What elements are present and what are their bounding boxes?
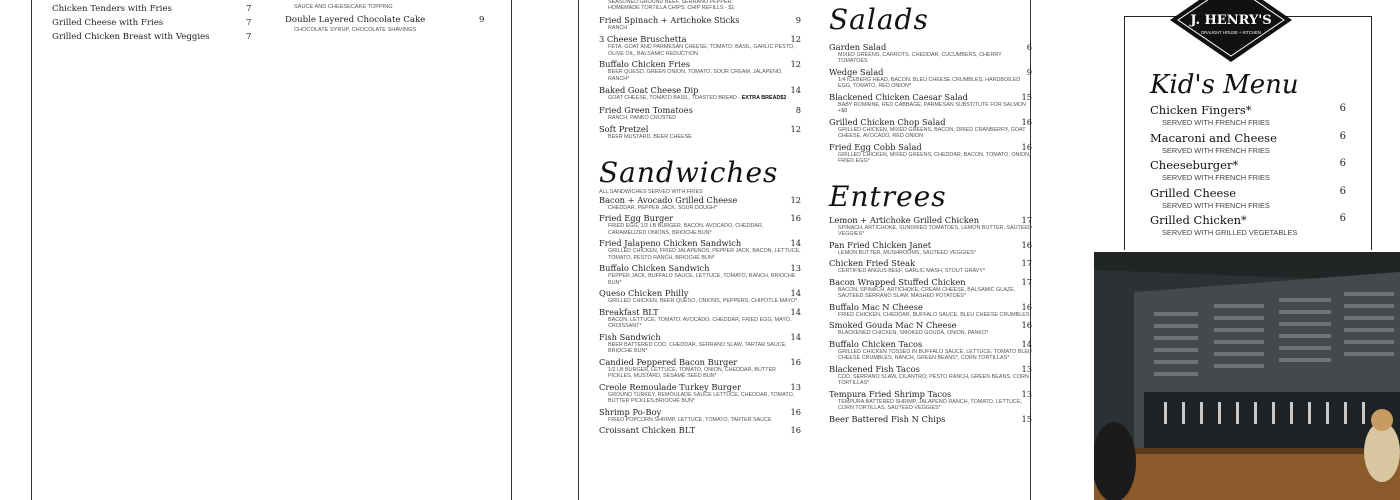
menu-item-desc: BACON, LETTUCE, TOMATO, AVOCADO, CHEDDAR, FRIED EGG, MAYO, CROISSANT* — [608, 316, 792, 330]
menu-item-name: Grilled Cheese with Fries — [52, 18, 164, 28]
menu-item-price: 16 — [1021, 116, 1032, 127]
menu-item-price: 16 — [790, 425, 801, 436]
menu-item — [599, 34, 801, 57]
kids-item-desc: SERVED WITH FRENCH FRIES — [1162, 118, 1270, 127]
menu-item-desc: FRIED POPCORN SHRIMP, LETTUCE, TOMATO, TARTER SAUCE — [608, 416, 772, 423]
menu-item — [829, 240, 1032, 256]
kids-menu-item — [1150, 131, 1346, 155]
menu-item-price: 16 — [790, 356, 801, 367]
menu-item-price: 13 — [790, 381, 801, 392]
menu-item-name: Bacon + Avocado Grilled Cheese — [599, 194, 738, 205]
menu-item — [829, 42, 1032, 65]
kids-menu-item — [1150, 103, 1346, 127]
menu-item-price: 13 — [1021, 363, 1032, 374]
menu-item — [599, 288, 801, 304]
menu-item-name: Fried Egg Burger — [599, 213, 674, 224]
page-border-right — [511, 0, 512, 500]
menu-item — [829, 364, 1032, 387]
menu-item-name: Grilled Chicken Chop Salad — [829, 116, 946, 127]
menu-item-desc: PEPPER JACK, BUFFALO SAUCE, LETTUCE, TOMATO, RANCH, BRIOCHE BUN* — [608, 273, 796, 286]
menu-item-desc — [599, 95, 801, 101]
menu-item — [599, 407, 801, 423]
menu-item-name: Tempura Fried Shrimp Tacos — [829, 388, 952, 399]
menu-item-price: 8 — [795, 104, 801, 115]
kids-menu-title: Kid's Menu — [1150, 70, 1299, 100]
kids-menu-item — [1150, 158, 1346, 182]
menu-item-desc: BEER QUESO, GREEN ONION, TOMATO, SOUR CREAM, JALAPENO, RANCH* — [608, 69, 783, 82]
menu-item-desc: 1/4 ICEBERG HEAD, BACON, BLEU CHEESE CRUMBLES, HARDBOILED EGG, TOMATO, RED ONION* — [838, 76, 1021, 90]
entree-list — [829, 215, 1032, 424]
menu-item-price: 9 — [1026, 66, 1032, 77]
menu-item-price: 13 — [790, 263, 801, 274]
menu-item-name: Fried Green Tomatoes — [599, 104, 693, 115]
menu-item-desc: BEER MUSTARD, BEER CHEESE — [608, 134, 692, 141]
menu-item — [599, 263, 801, 286]
menu-item-price: 7 — [246, 32, 252, 42]
menu-item-name: Grilled Chicken Breast with Veggies — [52, 32, 210, 42]
kids-item-name: Chicken Fingers* — [1150, 103, 1252, 117]
menu-item — [599, 357, 801, 380]
menu-item-desc: GRILLED CHICKEN, MIXED GREENS, BACON, DRIED CRANBERRY, GOAT CHEESE, AVOCADO, RED ONION — [838, 126, 1026, 140]
dessert-name: Double Layered Chocolate Cake — [285, 15, 426, 25]
menu-item-name: Candied Peppered Bacon Burger — [599, 356, 738, 367]
menu-item-name: Queso Chicken Philly — [599, 288, 689, 299]
logo-subtext: DRAUGHT HOUSE + KITCHEN — [1201, 30, 1261, 35]
menu-item — [599, 105, 801, 121]
menu-item-name: Baked Goat Cheese Dip — [599, 85, 699, 96]
menu-item-price: 14 — [790, 85, 801, 96]
taproom-photo — [1094, 252, 1400, 500]
menu-item-name: Bacon Wrapped Stuffed Chicken — [829, 276, 966, 287]
menu-item-desc: LEMON BUTTER, MUSHROOMS, SAUTEED VEGGIES* — [838, 249, 976, 256]
menu-item-price: 13 — [1021, 388, 1032, 399]
extra-bread-note: EXTRA BREAD$2 — [741, 95, 787, 102]
menu-item-price: 16 — [790, 406, 801, 417]
sandwich-list — [599, 195, 801, 435]
menu-item-name: Lemon + Artichoke Grilled Chicken — [829, 214, 980, 225]
menu-item-name: Buffalo Chicken Fries — [599, 59, 691, 70]
menu-item-name: Shrimp Po-Boy — [599, 406, 662, 417]
menu-item — [599, 15, 801, 31]
menu-item — [829, 142, 1032, 165]
menu-item-desc: GROUND TURKEY, REMOULADE SAUCE LETTUCE, CHEDDAR, TOMATO, BUTTER PICKLES,BRIOCHE BUN* — [608, 391, 795, 405]
menu-page-left — [0, 0, 560, 500]
menu-item-name: Beer Battered Fish N Chips — [829, 413, 946, 424]
menu-page-main — [578, 0, 1058, 500]
menu-item-name: Soft Pretzel — [599, 124, 649, 135]
menu-item — [599, 382, 801, 405]
menu-item-price: 16 — [1021, 320, 1032, 331]
menu-item-name: Creole Remoulade Turkey Burger — [599, 381, 741, 392]
menu-item-name: Blackened Fish Tacos — [829, 363, 920, 374]
menu-item-price: 15 — [1021, 413, 1032, 424]
menu-item-name: Fish Sandwich — [599, 331, 661, 342]
menu-item-desc: FRIED CHICKEN, CHEDDAR, BUFFALO SAUCE, BLEU CHEESE CRUMBLES — [838, 311, 1030, 318]
menu-item-name: Fried Spinach + Artichoke Sticks — [599, 14, 740, 25]
menu-item-desc: GRILLED CHICKEN, FRIED JALAPENOS, PEPPER JACK, BACON, LETTUCE, TOMATO, PESTO RANCH, BRIOCHE BUN* — [608, 248, 801, 261]
menu-item-desc: BABY ROMAINE, RED CABBAGE, PARMESAN SUBSTITUTE FOR SALMON +$8 — [838, 101, 1026, 115]
menu-item-name: Chicken Tenders with Fries — [52, 4, 172, 14]
menu-item — [599, 124, 801, 140]
kids-item-price: 6 — [1339, 185, 1346, 197]
menu-item-desc: TEMPURA BATTERED SHRIMP, JALAPENO RANCH, TOMATO, LETTUCE, CORN TORTILLAS, SAUTEED VEGGIES* — [838, 398, 1022, 412]
section-title-entrees: Entrees — [829, 179, 947, 213]
section-title-sandwiches: Sandwiches — [599, 155, 779, 189]
menu-item-desc: BACON, SPINACH, ARTICHOKE, CREAM CHEESE, BALSAMIC GLAZE, SAUTEED SERRANO SLAW, MASHED POTATOES* — [838, 286, 1016, 300]
menu-item-price: 14 — [790, 331, 801, 342]
menu-item-name: Garden Salad — [829, 42, 887, 52]
page-border-left — [578, 0, 579, 500]
menu-item-desc: CHEDDAR, PEPPER JACK, SOUR DOUGH* — [608, 204, 718, 211]
menu-item-price: 17 — [1021, 258, 1032, 269]
salad-list — [829, 42, 1032, 165]
menu-item-name: Croissant Chicken BLT — [599, 425, 696, 436]
kids-menu-item — [1150, 186, 1346, 210]
menu-item-name: Chicken Fried Steak — [829, 258, 916, 269]
diamond-logo-icon — [1166, 0, 1296, 66]
menu-item-name: Blackened Chicken Caesar Salad — [829, 91, 968, 102]
menu-item-name: Breakfast BLT — [599, 306, 659, 317]
menu-item-price: 16 — [1021, 141, 1032, 152]
column-left — [599, 0, 801, 435]
menu-item-price: 15 — [1021, 91, 1032, 102]
menu-item-price: 7 — [246, 4, 252, 14]
kids-item-desc: SERVED WITH GRILLED VEGETABLES — [1162, 228, 1298, 237]
dessert-desc: CHOCOLATE SYRUP, CHOCOLATE SHAVINGS — [294, 27, 417, 33]
menu-item — [599, 195, 801, 211]
menu-item-price: 12 — [790, 34, 801, 45]
dessert-desc-cut: SAUCE AND CHEESECAKE TOPPING — [294, 4, 393, 10]
menu-item-price: 6 — [1026, 42, 1032, 52]
menu-item-price: 17 — [1021, 276, 1032, 287]
menu-item-desc: GRILLED CHICKEN, MIXED GREENS, CHEDDAR, BACON, TOMATO, ONION, FRIED EGG* — [838, 151, 1031, 165]
menu-item — [599, 425, 801, 435]
menu-item-desc: MIXED GREENS, CARROTS, CHEDDAR, CUCUMBERS, CHERRY TOMATOES — [838, 52, 1002, 65]
menu-item-desc: COD, SERRANO SLAW, CILANTRO, PESTO RANCH, GREEN BEANS, CORN TORTILLAS* — [838, 373, 1029, 387]
menu-item-desc: CERTIFIED ANGUS BEEF, GARLIC MASH, STOUT GRAVY* — [838, 268, 985, 275]
menu-item-desc: SPINACH, ARTICHOKE, SUNDRIED TOMATOES, LEMON BUTTER, SAUTEED VEGGIES* — [838, 224, 1032, 238]
menu-item — [829, 302, 1032, 318]
kids-item-desc: SERVED WITH FRENCH FRIES — [1162, 173, 1270, 182]
kids-item-price: 6 — [1339, 213, 1346, 224]
menu-item-desc: GRILLED CHICKEN, BEER QUESO, ONIONS, PEPPERS, CHIPOTLE MAYO* — [608, 298, 798, 305]
menu-item — [829, 92, 1032, 115]
kids-item-price: 6 — [1339, 103, 1346, 114]
menu-item — [829, 339, 1032, 362]
menu-item-price: 16 — [1021, 239, 1032, 250]
menu-item — [599, 238, 801, 261]
menu-item-name: Pan Fried Chicken Janet — [829, 239, 932, 250]
section-title-salads: Salads — [829, 3, 929, 36]
menu-item-desc: FETA, GOAT AND PARMESAN CHEESE, TOMATO, BASIL, GARLIC PESTO, OLIVE OIL, BALSAMIC REDUCTION — [608, 44, 795, 57]
column-right — [829, 0, 1032, 424]
menu-item — [829, 117, 1032, 140]
menu-item-price: 16 — [1021, 301, 1032, 312]
menu-item-price: 14 — [1021, 338, 1032, 349]
menu-item-price: 12 — [790, 194, 801, 205]
kids-item-name: Macaroni and Cheese — [1150, 130, 1277, 145]
menu-item-name: Fried Jalapeno Chicken Sandwich — [599, 238, 742, 249]
menu-item — [829, 215, 1032, 238]
menu-item — [829, 389, 1032, 412]
menu-item-desc: BLACKENED CHICKEN, SMOKED GOUDA, ONION, PANKO* — [838, 330, 989, 337]
menu-item-desc: GRILLED CHICKEN TOSSED IN BUFFALO SAUCE, LETTUCE, TOMATO BLEU CHEESE CRUMBLES, RANCH, GREEN BEANS*, CORN TORTILLAS* — [838, 348, 1032, 362]
kids-item-desc: SERVED WITH FRENCH FRIES — [1162, 145, 1270, 155]
kids-item-price: 6 — [1339, 130, 1346, 142]
menu-item — [829, 414, 1032, 424]
menu-item — [829, 320, 1032, 336]
menu-item — [599, 59, 801, 82]
menu-item-desc-text: GOAT CHEESE, TOMATO BASIL, TOASTED BREAD - — [608, 95, 741, 102]
menu-item-name: Buffalo Mac N Cheese — [829, 301, 923, 312]
section-note: ALL SANDWICHES SERVED WITH FRIES — [599, 188, 703, 195]
menu-item-name: Fried Egg Cobb Salad — [829, 141, 922, 152]
menu-item-price: 16 — [790, 213, 801, 224]
kids-item-desc: SERVED WITH FRENCH FRIES — [1162, 200, 1270, 210]
appetizer-desc-top: SEASONED GROUND BEEF, SERRANO PEPPER — [608, 0, 732, 5]
menu-item-name: Buffalo Chicken Tacos — [829, 338, 923, 349]
kids-menu-panel — [1094, 0, 1400, 250]
menu-item-price: 12 — [790, 59, 801, 70]
menu-item — [599, 307, 801, 330]
menu-item-desc: RANCH, PANKO CRUSTED — [608, 114, 677, 121]
menu-item-desc: 1/2 LB BURGER, LETTUCE, TOMATO, ONION, CHEDDAR, BUTTER PICKLES, MUSTARD, SESAME SEED BUN* — [608, 366, 776, 380]
kids-item-price: 6 — [1339, 158, 1346, 169]
menu-item — [599, 332, 801, 355]
kids-item-name: Grilled Chicken* — [1150, 213, 1247, 227]
menu-item — [599, 85, 801, 101]
menu-item-price: 14 — [790, 306, 801, 317]
page-border-left — [31, 0, 32, 500]
appetizer-desc-top: HOMEMADE TORTILLA CHIPS. CHIP REFILLS - $1 — [608, 5, 735, 12]
menu-item-name: Smoked Gouda Mac N Cheese — [829, 320, 957, 331]
menu-item — [599, 213, 801, 236]
menu-item-price: 14 — [790, 238, 801, 249]
menu-item — [829, 258, 1032, 274]
menu-item — [829, 67, 1032, 90]
menu-item-price: 14 — [790, 288, 801, 299]
menu-item-desc: RANCH — [608, 24, 628, 31]
taproom-image — [1094, 252, 1400, 500]
menu-item-desc: FRIED EGG, 1/2 LB BURGER, BACON, AVOCADO, CHEDDAR, CARAMELIZED ONIONS, BRIOCHE BUN* — [608, 223, 764, 236]
menu-item-desc: BEER BATTERED COD, CHEDDAR, SERRANO SLAW, TARTAR SAUCE, BRIOCHE BUN* — [608, 341, 787, 355]
menu-item-name: 3 Cheese Bruschetta — [599, 34, 687, 45]
menu-item — [829, 277, 1032, 300]
menu-item-price: 17 — [1021, 214, 1032, 225]
kids-menu-item — [1150, 213, 1346, 237]
menu-item-price: 12 — [790, 124, 801, 135]
kids-item-name: Grilled Cheese — [1150, 185, 1237, 200]
menu-item-price: 9 — [795, 14, 801, 25]
menu-item-price: 7 — [246, 18, 252, 28]
dessert-price: 9 — [479, 15, 485, 25]
menu-item-name: Buffalo Chicken Sandwich — [599, 263, 710, 274]
menu-item-name: Wedge Salad — [829, 66, 884, 77]
logo-text: J. HENRY'S — [1190, 13, 1272, 28]
kids-item-name: Cheeseburger* — [1150, 158, 1239, 172]
